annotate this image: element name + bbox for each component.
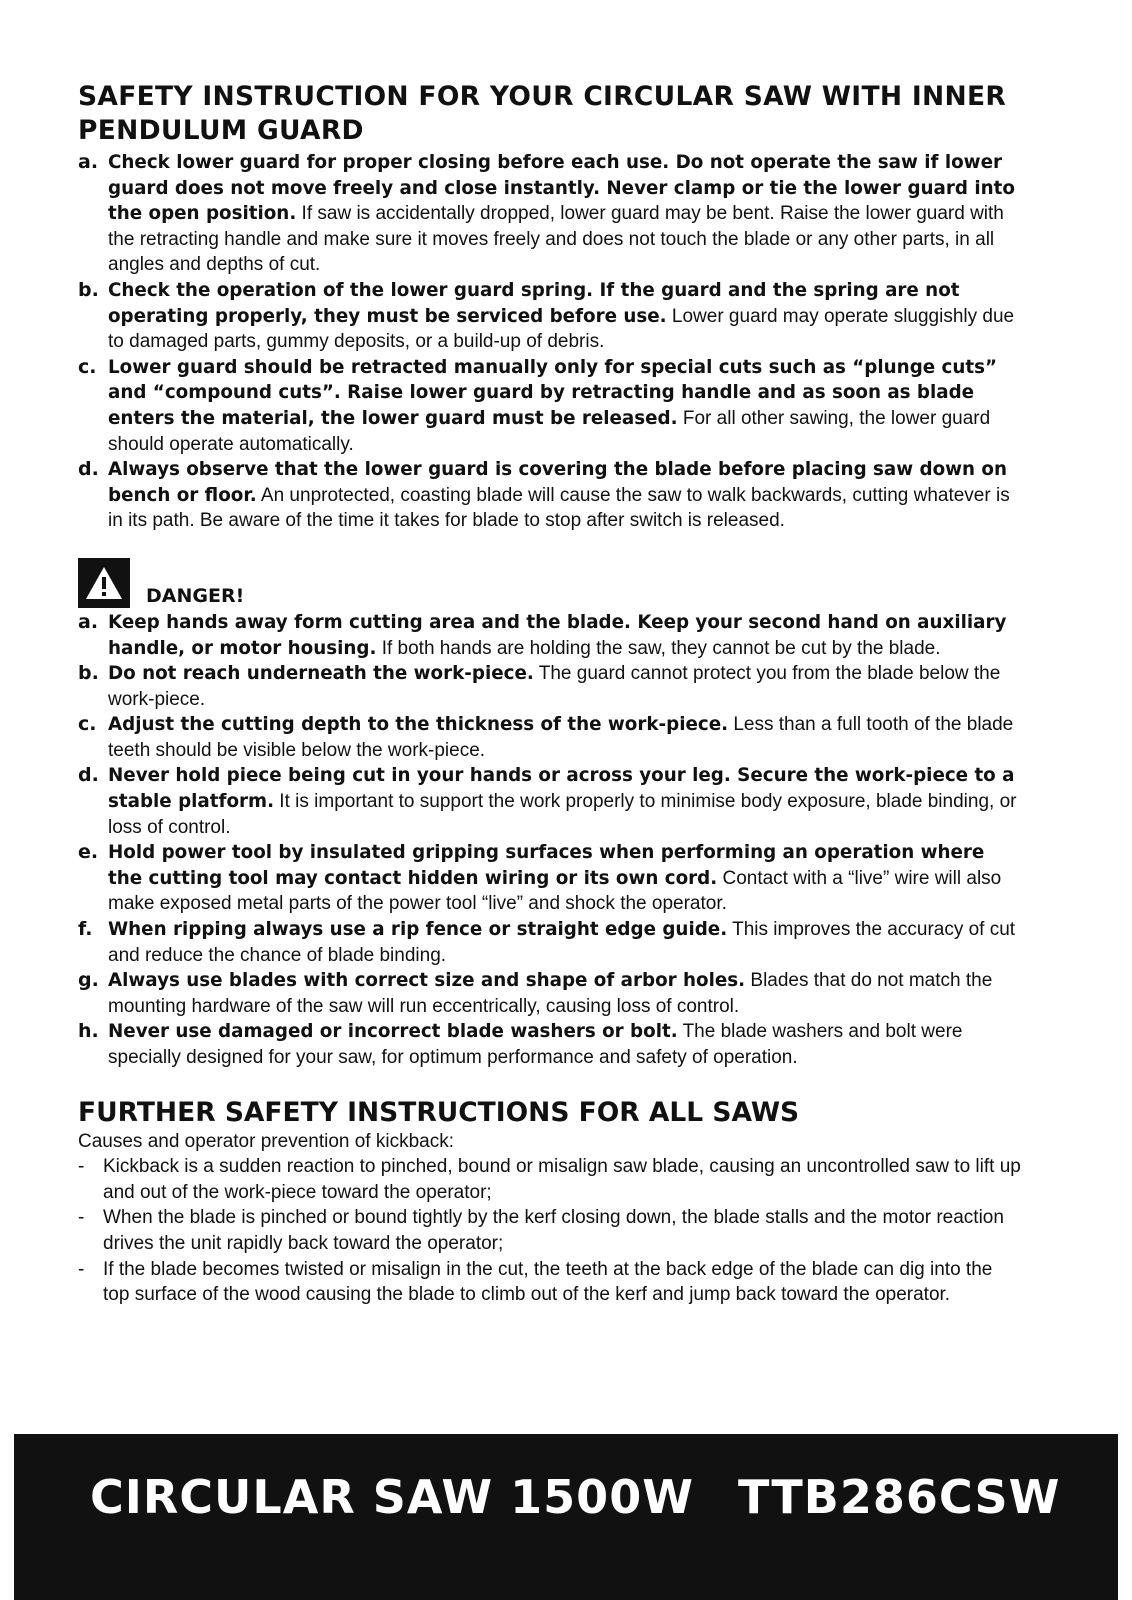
item-marker: d. <box>78 458 99 481</box>
item-marker: - <box>78 1207 85 1229</box>
item-text: The guard cannot protect you from the blade below the work-piece. <box>108 663 1001 710</box>
list-item <box>78 661 1024 712</box>
item-text: This improves the accuracy of cut and reduce the chance of blade binding. <box>108 919 1016 966</box>
item-text: Less than a full tooth of the blade teeth should be visible below the work-piece. <box>108 714 1014 761</box>
item-marker: - <box>78 1156 85 1178</box>
item-marker: h. <box>78 1020 99 1043</box>
item-bold-text: Hold power tool by insulated gripping surfaces when performing an operation where the cutting tool may contact hidden wiring or its own cord. <box>108 842 985 889</box>
item-text: For all other sawing, the lower guard should operate automatically. <box>108 407 991 455</box>
list-item <box>78 840 1024 917</box>
item-bold-text: Always use blades with correct size and shape of arbor holes. <box>108 970 746 992</box>
item-bold-text: Keep hands away form cutting area and the blade. Keep your second hand on auxiliary handle, or motor housing. <box>108 611 1007 659</box>
item-text: Blades that do not match the mounting hardware of the saw will run eccentrically, causing loss of control. <box>108 970 993 1017</box>
list-item <box>78 968 1024 1019</box>
item-text: If saw is accidentally dropped, lower guard may be bent. Raise the lower guard with the retracting handle and make sure it moves freely and does not touch the blade or any other parts, in all angles and depths of cut. <box>108 203 1004 276</box>
list-item <box>78 355 1024 457</box>
product-name: CIRCULAR SAW 1500W <box>90 1470 694 1524</box>
item-text: Contact with a “live” wire will also make exposed metal parts of the power tool “live” and shock the operator. <box>108 867 1002 915</box>
item-bold-text: Do not reach underneath the work-piece. <box>108 663 534 685</box>
list-item <box>78 712 1024 763</box>
item-text: An unprotected, coasting blade will cause the saw to walk backwards, cutting whatever is in its path. Be aware of the time it takes for blade to stop after switch is released. <box>108 484 1010 532</box>
inner-guard-list <box>78 150 1024 534</box>
item-text: When the blade is pinched or bound tightly by the kerf closing down, the blade stalls and the motor reaction drives the unit rapidly back toward the operator; <box>103 1207 1004 1254</box>
item-bold-text: Never hold piece being cut in your hands or across your leg. Secure the work-piece to a stable platform. <box>108 765 1015 813</box>
footer-banner <box>14 1434 1118 1600</box>
danger-title: DANGER! <box>146 584 245 607</box>
item-bold-text: Check the operation of the lower guard spring. If the guard and the spring are not operating properly, they must be serviced before use. <box>108 279 960 327</box>
item-bold-text: Adjust the cutting depth to the thickness of the work-piece. <box>108 714 729 736</box>
danger-list <box>78 610 1024 1071</box>
page-content <box>78 80 1024 1308</box>
item-marker: a. <box>78 151 99 173</box>
warning-triangle-icon <box>78 558 130 608</box>
item-marker: b. <box>78 278 99 301</box>
item-bold-text: When ripping always use a rip fence or straight edge guide. <box>108 919 728 941</box>
item-marker: b. <box>78 662 99 685</box>
footer-title <box>90 1470 1060 1524</box>
item-marker: - <box>78 1258 85 1280</box>
list-item <box>78 1154 1024 1205</box>
item-bold-text: Check lower guard for proper closing before each use. Do not operate the saw if lower guard does not move freely and close instantly. Never clamp or tie the lower guard into the open position. <box>108 152 1015 225</box>
list-item <box>78 1205 1024 1256</box>
item-bold-text: Never use damaged or incorrect blade washers or bolt. <box>108 1021 678 1043</box>
item-text: Lower guard may operate sluggishly due to damaged parts, gummy deposits, or a build-up of debris. <box>108 305 1015 353</box>
item-marker: f. <box>78 918 93 941</box>
item-marker: c. <box>78 713 97 736</box>
item-marker: a. <box>78 610 99 633</box>
item-text: If the blade becomes twisted or misalign in the cut, the teeth at the back edge of the blade can dig into the top surface of the wood causing the blade to climb out of the kerf and jump back toward the operator. <box>103 1258 993 1306</box>
list-item <box>78 763 1024 840</box>
section-title-further-safety: FURTHER SAFETY INSTRUCTIONS FOR ALL SAWS <box>78 1096 800 1128</box>
list-item <box>78 150 1024 278</box>
danger-heading <box>78 556 1024 608</box>
item-bold-text: Always observe that the lower guard is covering the blade before placing saw down on bench or floor. <box>108 459 1007 506</box>
list-item <box>78 610 1024 661</box>
list-item <box>78 457 1024 534</box>
item-text: If both hands are holding the saw, they cannot be cut by the blade. <box>376 637 941 659</box>
list-item <box>78 278 1024 355</box>
section-title-inner-pendulum: SAFETY INSTRUCTION FOR YOUR CIRCULAR SAW WITH INNER PENDULUM GUARD <box>78 81 1007 146</box>
model-number: TTB286CSW <box>737 1470 1061 1524</box>
item-marker: c. <box>78 355 97 378</box>
item-text: Kickback is a sudden reaction to pinched, bound or misalign saw blade, causing an uncontrolled saw to lift up and out of the work-piece toward the operator; <box>103 1156 1021 1203</box>
item-text: The blade washers and bolt were specially designed for your saw, for optimum performance and safety of operation. <box>108 1021 963 1068</box>
list-item <box>78 1019 1024 1070</box>
kickback-list <box>78 1154 1024 1308</box>
item-bold-text: Lower guard should be retracted manually only for special cuts such as “plunge cuts” and “compound cuts”. Raise lower guard by retracting handle and as soon as blade enters the material, the lower guard must be released. <box>108 356 998 429</box>
item-marker: e. <box>78 841 99 864</box>
item-text: It is important to support the work properly to minimise body exposure, blade binding, or loss of control. <box>108 791 1017 838</box>
item-marker: d. <box>78 764 99 787</box>
list-item <box>78 1257 1024 1308</box>
item-marker: g. <box>78 969 99 992</box>
kickback-intro: Causes and operator prevention of kickback: <box>78 1130 454 1152</box>
list-item <box>78 917 1024 968</box>
